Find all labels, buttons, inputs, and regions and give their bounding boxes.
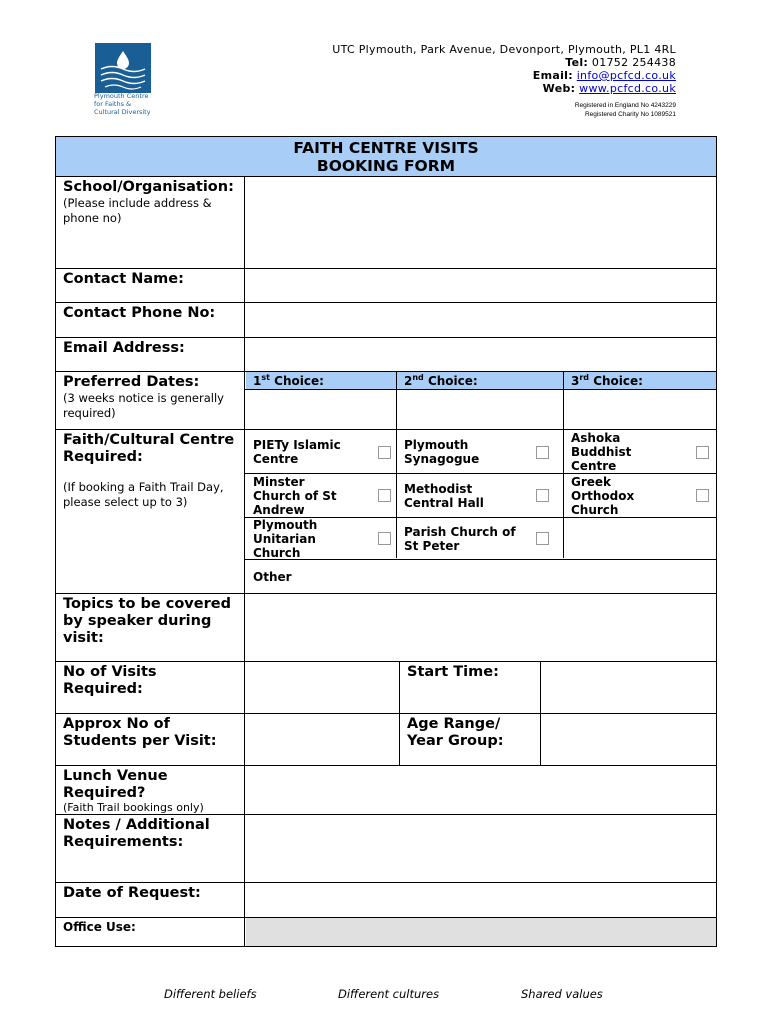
start-time-label: Start Time: bbox=[407, 664, 499, 680]
lunch-note: (Faith Trail bookings only) bbox=[63, 801, 204, 814]
faith-methodist: Methodist Central Hall bbox=[404, 482, 484, 510]
date-request-row bbox=[56, 883, 716, 918]
other-field[interactable] bbox=[296, 560, 716, 593]
web-line: Web: www.pcfcd.co.uk bbox=[542, 82, 676, 95]
lunch-field[interactable] bbox=[246, 766, 716, 814]
faith-minster: Minster Church of St Andrew bbox=[253, 475, 337, 517]
checkbox-methodist[interactable] bbox=[536, 489, 549, 502]
checkbox-st-peter[interactable] bbox=[536, 532, 549, 545]
checkbox-synagogue[interactable] bbox=[536, 446, 549, 459]
faith-row bbox=[56, 430, 716, 594]
email-field[interactable] bbox=[246, 338, 716, 371]
lunch-row bbox=[56, 766, 716, 815]
faith-label: Faith/Cultural Centre Required: bbox=[63, 432, 235, 465]
address-line: UTC Plymouth, Park Avenue, Devonport, Plymouth, PL1 4RL bbox=[332, 43, 676, 56]
school-note: (Please include address & phone no) bbox=[63, 196, 212, 225]
choice-1-label: 1st Choice: bbox=[253, 373, 324, 388]
students-row bbox=[56, 714, 716, 766]
age-field[interactable] bbox=[541, 714, 716, 765]
faith-piety: PIETy Islamic Centre bbox=[253, 438, 341, 466]
visits-label: No of Visits Required: bbox=[63, 664, 157, 697]
tel-line: Tel: 01752 254438 bbox=[565, 56, 676, 69]
topics-row bbox=[56, 594, 716, 662]
email-label: Email Address: bbox=[63, 340, 185, 356]
faith-unitarian: Plymouth Unitarian Church bbox=[253, 518, 318, 560]
dates-label: Preferred Dates: bbox=[63, 374, 200, 390]
choice-2-label: 2nd Choice: bbox=[404, 373, 478, 388]
choice-3-label: 3rd Choice: bbox=[571, 373, 643, 388]
office-field bbox=[246, 918, 716, 946]
school-field[interactable] bbox=[246, 177, 716, 268]
faith-ashoka: Ashoka Buddhist Centre bbox=[571, 431, 632, 473]
contact-name-field[interactable] bbox=[246, 269, 716, 302]
email-row bbox=[56, 338, 716, 372]
checkbox-piety[interactable] bbox=[378, 446, 391, 459]
faith-note: (If booking a Faith Trail Day, please select up to 3) bbox=[63, 480, 224, 509]
students-field[interactable] bbox=[246, 714, 399, 765]
email-link[interactable]: info@pcfcd.co.uk bbox=[576, 69, 676, 82]
school-row bbox=[56, 177, 716, 269]
booking-form bbox=[55, 136, 717, 947]
choice-3-field[interactable] bbox=[564, 390, 716, 429]
choice-1-field[interactable] bbox=[246, 390, 396, 429]
age-label: Age Range/ Year Group: bbox=[407, 716, 504, 749]
lunch-label: Lunch Venue Required? bbox=[63, 768, 168, 801]
start-time-field[interactable] bbox=[541, 662, 716, 713]
office-label: Office Use: bbox=[63, 920, 136, 934]
dates-row bbox=[56, 372, 716, 430]
footer-values: Shared values bbox=[521, 987, 603, 1001]
notes-row bbox=[56, 815, 716, 883]
notes-field[interactable] bbox=[246, 815, 716, 882]
office-row bbox=[56, 918, 716, 946]
footer-cultures: Different cultures bbox=[338, 987, 440, 1001]
web-link[interactable]: www.pcfcd.co.uk bbox=[579, 82, 676, 95]
faith-synagogue: Plymouth Synagogue bbox=[404, 438, 480, 466]
notes-label: Notes / Additional Requirements: bbox=[63, 817, 210, 850]
checkbox-minster[interactable] bbox=[378, 489, 391, 502]
checkbox-unitarian[interactable] bbox=[378, 532, 391, 545]
other-label: Other bbox=[253, 570, 292, 584]
logo-text: Plymouth Centre for Faiths & Cultural Diversity bbox=[94, 92, 151, 116]
date-request-field[interactable] bbox=[246, 883, 716, 917]
checkbox-ashoka[interactable] bbox=[696, 446, 709, 459]
checkbox-greek[interactable] bbox=[696, 489, 709, 502]
dates-note: (3 weeks notice is generally required) bbox=[63, 391, 224, 420]
faith-greek: Greek Orthodox Church bbox=[571, 475, 635, 517]
students-label: Approx No of Students per Visit: bbox=[63, 716, 217, 749]
form-title: FAITH CENTRE VISITS BOOKING FORM bbox=[56, 137, 716, 177]
email-line: Email: info@pcfcd.co.uk bbox=[532, 69, 676, 82]
registration-info: Registered in England No 4243229 Registered Charity No 1089521 bbox=[574, 102, 676, 118]
contact-phone-label: Contact Phone No: bbox=[63, 305, 216, 321]
visits-row bbox=[56, 662, 716, 714]
address-block bbox=[332, 43, 676, 95]
school-label: School/Organisation: bbox=[63, 179, 234, 195]
date-request-label: Date of Request: bbox=[63, 885, 201, 901]
contact-name-label: Contact Name: bbox=[63, 271, 184, 287]
contact-phone-row bbox=[56, 303, 716, 338]
logo-mark-icon bbox=[95, 43, 151, 93]
contact-phone-field[interactable] bbox=[246, 303, 716, 337]
footer-beliefs: Different beliefs bbox=[164, 987, 257, 1001]
choice-2-field[interactable] bbox=[397, 390, 563, 429]
visits-field[interactable] bbox=[246, 662, 399, 713]
topics-field[interactable] bbox=[246, 594, 716, 661]
contact-name-row bbox=[56, 269, 716, 303]
faith-st-peter: Parish Church of St Peter bbox=[404, 525, 516, 553]
topics-label: Topics to be covered by speaker during visit: bbox=[63, 596, 231, 646]
